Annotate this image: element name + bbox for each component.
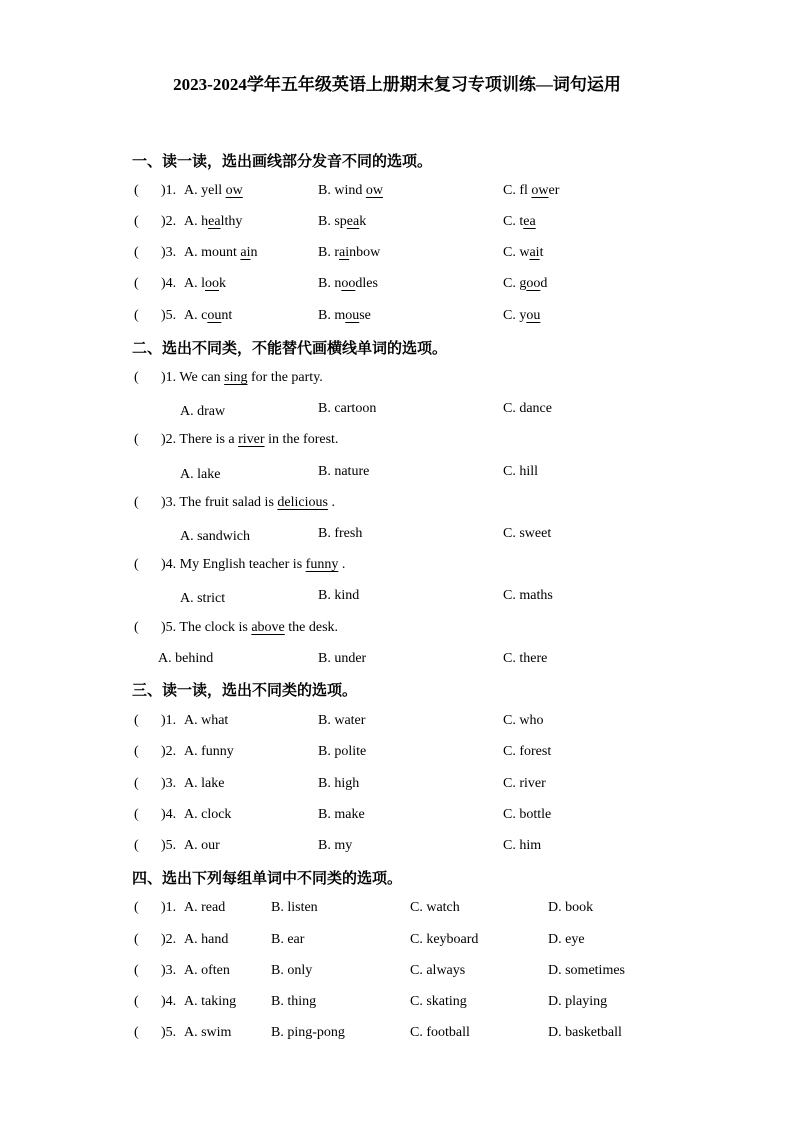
option-a: A. swim — [184, 1025, 232, 1040]
question-number: )3. — [161, 245, 177, 260]
option-b: B. under — [318, 651, 367, 666]
paren: ( — [134, 838, 139, 853]
option-text: n — [250, 245, 258, 260]
option-c — [503, 211, 536, 233]
option-c — [503, 180, 559, 202]
option-text: k — [219, 276, 226, 291]
option-c: C. dance — [503, 401, 552, 416]
question-number: )2. — [161, 214, 177, 229]
underlined-word: sing — [224, 370, 248, 385]
option-c: C. hill — [503, 464, 539, 479]
options-row — [0, 648, 794, 670]
underlined-letters: ow — [225, 183, 243, 198]
question-number: )4. — [161, 557, 177, 572]
underlined-letters: ea — [523, 214, 536, 229]
question-number: )2. — [161, 744, 177, 759]
question-row — [0, 804, 794, 826]
question-row — [0, 741, 794, 763]
paren: ( — [134, 900, 139, 915]
underlined-letters: oo — [341, 276, 356, 291]
option-text: t — [539, 245, 544, 260]
underlined-letters: ai — [240, 245, 251, 260]
sentence-text: My English teacher is — [179, 557, 306, 572]
paren: ( — [134, 1025, 139, 1040]
options-row — [0, 523, 794, 545]
question-row — [0, 1022, 794, 1044]
question-row — [0, 710, 794, 732]
underlined-letters: oo — [526, 276, 541, 291]
question-number: )5. — [161, 1025, 177, 1040]
options-row — [0, 585, 794, 607]
option-text: nt — [221, 308, 233, 323]
option-a: A. taking — [184, 994, 237, 1009]
option-text: A. mount — [184, 245, 241, 260]
question-number: )5. — [161, 620, 177, 635]
sentence-text: The fruit salad is — [179, 495, 278, 510]
option-b: B. nature — [318, 464, 370, 479]
option-a — [184, 305, 232, 327]
option-text: k — [359, 214, 367, 229]
option-text: C. t — [503, 214, 524, 229]
option-c: C. football — [410, 1025, 470, 1040]
paren: ( — [134, 776, 139, 791]
paren: ( — [134, 370, 139, 385]
option-text: B. m — [318, 308, 346, 323]
option-a — [184, 211, 242, 233]
underlined-word: funny — [305, 557, 339, 572]
option-b — [318, 242, 380, 264]
underlined-letters: ai — [529, 245, 540, 260]
option-text: C. fl — [503, 183, 532, 198]
section-4-heading: 四、选出下列每组单词中不同类的选项。 — [132, 871, 403, 887]
option-b: B. kind — [318, 588, 360, 603]
option-c — [503, 305, 540, 327]
option-a: A. often — [184, 963, 230, 978]
option-b — [318, 273, 378, 295]
option-text: dles — [355, 276, 378, 291]
option-text: lthy — [220, 214, 243, 229]
option-text: C. y — [503, 308, 527, 323]
question-row — [0, 429, 794, 451]
option-text: B. n — [318, 276, 342, 291]
underlined-word: river — [238, 432, 265, 447]
section-3-heading: 三、读一读，选出不同类的选项。 — [132, 683, 358, 699]
question-row — [0, 305, 794, 327]
option-a: A. lake — [180, 467, 221, 482]
option-a: A. clock — [184, 807, 232, 822]
question-sentence — [161, 492, 335, 514]
option-d: D. playing — [548, 994, 608, 1009]
option-a: A. draw — [180, 404, 226, 419]
option-text: nbow — [349, 245, 381, 260]
option-d: D. sometimes — [548, 963, 625, 978]
option-text: A. yell — [184, 183, 226, 198]
sentence-text: . — [327, 495, 335, 510]
sentence-text: the desk. — [284, 620, 339, 635]
option-c: C. bottle — [503, 807, 552, 822]
sentence-text: . — [338, 557, 346, 572]
option-b: B. ear — [271, 932, 305, 947]
paren: ( — [134, 744, 139, 759]
paren: ( — [134, 214, 139, 229]
sentence-text: for the party. — [247, 370, 323, 385]
sentence-text: The clock is — [179, 620, 252, 635]
option-c — [503, 242, 543, 264]
paren: ( — [134, 276, 139, 291]
question-number: )4. — [161, 276, 177, 291]
question-row — [0, 242, 794, 264]
paren: ( — [134, 932, 139, 947]
underlined-letters: ou — [345, 308, 360, 323]
option-a: A. funny — [184, 744, 234, 759]
option-c: C. there — [503, 651, 548, 666]
option-b — [318, 211, 366, 233]
question-row — [0, 367, 794, 389]
option-a: A. strict — [180, 591, 226, 606]
option-b: B. water — [318, 713, 366, 728]
option-b — [318, 305, 371, 327]
option-c — [503, 273, 547, 295]
option-text: se — [359, 308, 371, 323]
page-title: 2023-2024学年五年级英语上册期末复习专项训练—词句运用 — [173, 75, 621, 94]
underlined-letters: ai — [339, 245, 350, 260]
paren: ( — [134, 245, 139, 260]
question-sentence — [161, 554, 345, 576]
question-row — [0, 960, 794, 982]
question-row — [0, 492, 794, 514]
option-a: A. lake — [184, 776, 225, 791]
option-c: C. sweet — [503, 526, 552, 541]
paren: ( — [134, 620, 139, 635]
option-text: A. c — [184, 308, 208, 323]
option-b: B. make — [318, 807, 365, 822]
option-b: B. only — [271, 963, 313, 978]
section-1-heading: 一、读一读，选出画线部分发音不同的选项。 — [132, 154, 433, 170]
underlined-letters: oo — [205, 276, 219, 291]
question-sentence — [161, 367, 323, 389]
underlined-letters: ow — [365, 183, 383, 198]
option-text: B. wind — [318, 183, 366, 198]
options-row — [0, 398, 794, 420]
option-a: A. hand — [184, 932, 229, 947]
option-text: B. sp — [318, 214, 347, 229]
option-a: A. our — [184, 838, 220, 853]
option-a — [184, 273, 226, 295]
option-c: C. always — [410, 963, 466, 978]
paren: ( — [134, 557, 139, 572]
sentence-text: There is a — [179, 432, 239, 447]
sentence-text: in the forest. — [264, 432, 339, 447]
option-text: C. w — [503, 245, 530, 260]
option-b: B. high — [318, 776, 360, 791]
option-b — [318, 180, 383, 202]
sentence-text: We can — [179, 370, 225, 385]
option-text: A. h — [184, 214, 209, 229]
question-sentence — [161, 429, 338, 451]
paren: ( — [134, 495, 139, 510]
options-row — [0, 461, 794, 483]
underlined-word: above — [251, 620, 285, 635]
question-number: )3. — [161, 776, 177, 791]
question-row — [0, 773, 794, 795]
question-row — [0, 180, 794, 202]
option-text: er — [548, 183, 560, 198]
option-d: D. basketball — [548, 1025, 622, 1040]
question-row — [0, 211, 794, 233]
option-b: B. fresh — [318, 526, 363, 541]
option-text: d — [540, 276, 548, 291]
question-number: )1. — [161, 713, 177, 728]
option-a: A. what — [184, 713, 229, 728]
underlined-letters: ow — [531, 183, 549, 198]
paren: ( — [134, 432, 139, 447]
option-b: B. my — [318, 838, 353, 853]
option-c: C. him — [503, 838, 542, 853]
section-2-heading: 二、选出不同类，不能替代画横线单词的选项。 — [132, 341, 448, 357]
option-a: A. sandwich — [180, 529, 250, 544]
question-number: )5. — [161, 308, 177, 323]
question-number: )4. — [161, 807, 177, 822]
underlined-letters: ou — [526, 308, 541, 323]
option-b: B. ping-pong — [271, 1025, 345, 1040]
underlined-word: delicious — [277, 495, 328, 510]
option-c: C. skating — [410, 994, 467, 1009]
paren: ( — [134, 994, 139, 1009]
option-d: D. eye — [548, 932, 585, 947]
option-c: C. maths — [503, 588, 553, 603]
underlined-letters: ea — [208, 214, 221, 229]
option-a — [184, 180, 243, 202]
paren: ( — [134, 963, 139, 978]
question-row — [0, 835, 794, 857]
option-b: B. thing — [271, 994, 317, 1009]
option-text: C. g — [503, 276, 527, 291]
question-row — [0, 991, 794, 1013]
paren: ( — [134, 183, 139, 198]
paren: ( — [134, 713, 139, 728]
question-number: )1. — [161, 370, 177, 385]
paren: ( — [134, 807, 139, 822]
question-row — [0, 897, 794, 919]
question-number: )1. — [161, 183, 177, 198]
question-number: )4. — [161, 994, 177, 1009]
option-a: A. behind — [158, 651, 214, 666]
question-number: )1. — [161, 900, 177, 915]
question-row — [0, 929, 794, 951]
option-b: B. listen — [271, 900, 318, 915]
option-b: B. polite — [318, 744, 367, 759]
option-c: C. forest — [503, 744, 552, 759]
option-c: C. watch — [410, 900, 460, 915]
option-a — [184, 242, 258, 264]
question-number: )3. — [161, 963, 177, 978]
question-row — [0, 273, 794, 295]
option-c: C. who — [503, 713, 544, 728]
option-d: D. book — [548, 900, 594, 915]
underlined-letters: ea — [346, 214, 360, 229]
option-b: B. cartoon — [318, 401, 377, 416]
question-number: )3. — [161, 495, 177, 510]
option-text: A. l — [184, 276, 205, 291]
option-a: A. read — [184, 900, 226, 915]
question-sentence — [161, 617, 338, 639]
question-row — [0, 554, 794, 576]
paren: ( — [134, 308, 139, 323]
option-c: C. keyboard — [410, 932, 479, 947]
underlined-letters: ou — [207, 308, 222, 323]
option-text: B. r — [318, 245, 339, 260]
question-number: )5. — [161, 838, 177, 853]
option-c: C. river — [503, 776, 546, 791]
question-row — [0, 617, 794, 639]
question-number: )2. — [161, 432, 177, 447]
question-number: )2. — [161, 932, 177, 947]
